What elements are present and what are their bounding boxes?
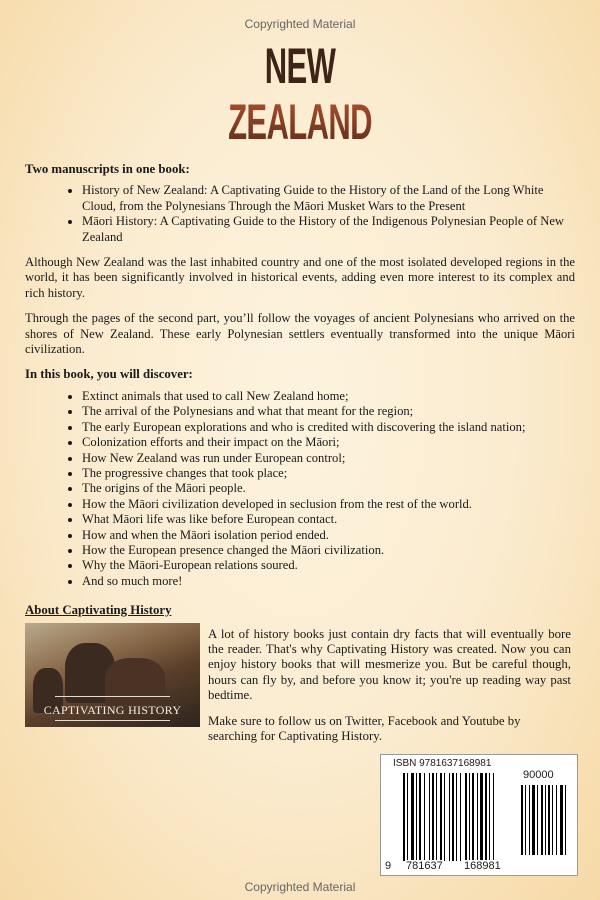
barcode-bar <box>460 773 461 861</box>
about-text <box>208 623 571 755</box>
barcode-bar <box>541 785 543 855</box>
list-item: • The progressive changes that took place; <box>82 466 575 481</box>
list-item: • How the European presence changed the Māori civilization. <box>82 543 575 558</box>
barcode-bar <box>432 773 434 861</box>
list-item: • What Māori life was like before European contact. <box>82 512 575 527</box>
barcode-bar <box>489 773 490 861</box>
about-paragraph: A lot of history books just contain dry facts that will eventually bore the reader. That's why Captivating History was created. Now you can enjoy history books that will mesmerize you. But be careful though, hours can fly by, and before you know it; you're up reading way past bedtime. <box>208 626 571 703</box>
barcode-bar <box>456 773 457 861</box>
barcode-bar <box>532 785 535 855</box>
manuscripts-list <box>25 183 575 245</box>
watermark-bottom: Copyrighted Material <box>244 880 356 894</box>
list-item: • History of New Zealand: A Captivating Guide to the History of the Land of the Long White Cloud, from the Polynesians Through the Māori Musket Wars to the Present <box>82 183 575 214</box>
watermark-top: Copyrighted Material <box>244 17 356 31</box>
book-title <box>0 38 600 150</box>
barcode-bar <box>521 785 523 855</box>
book-title-line1: NEW <box>264 38 336 94</box>
barcode-bar <box>485 773 487 861</box>
barcode-bar <box>560 785 563 855</box>
barcode-bar <box>525 785 526 855</box>
barcode-bar <box>440 773 442 861</box>
list-item: • Why the Māori-European relations soured. <box>82 558 575 573</box>
barcode-bar <box>480 773 483 861</box>
barcode-bar <box>449 773 450 861</box>
barcode-bar <box>407 773 408 861</box>
barcode-bar <box>565 785 566 855</box>
barcode-digits: 168981 <box>464 860 501 872</box>
barcode-bar <box>444 773 445 861</box>
about-heading: About Captivating History <box>25 603 172 618</box>
list-item: • How and when the Māori isolation period ended. <box>82 528 575 543</box>
isbn-label: ISBN 9781637168981 <box>393 758 492 769</box>
isbn-barcode <box>380 754 578 876</box>
manuscripts-heading: Two manuscripts in one book: <box>25 162 190 176</box>
barcode-bar <box>548 785 550 855</box>
barcode-digit: 9 <box>385 860 392 872</box>
list-item: • The early European explorations and who is credited with discovering the island nation; <box>82 420 575 435</box>
barcode-bar <box>416 773 417 861</box>
paragraph: Although New Zealand was the last inhabited country and one of the most isolated developed regions in the world, it has been significantly involved in historical events, adding even more interest to its complex and rich history. <box>25 255 575 300</box>
barcode-bar <box>465 773 467 861</box>
paragraph: Through the pages of the second part, you’ll follow the voyages of ancient Polynesians who arrived on the shores of New Zealand. These early Polynesian settlers eventually transformed into the unique Māori civilization. <box>25 311 575 357</box>
barcode-bar <box>472 773 474 861</box>
barcode-bar <box>469 773 470 861</box>
price-code: 90000 <box>523 769 554 781</box>
list-item: • How New Zealand was run under European control; <box>82 451 575 466</box>
barcode-bar <box>452 773 454 861</box>
about-paragraph: Make sure to follow us on Twitter, Facebook and Youtube by searching for Captivating History. <box>208 713 521 743</box>
list-item: • And so much more! <box>82 574 575 589</box>
list-item: • Māori History: A Captivating Guide to the History of the Indigenous Polynesian People of New Zealand <box>82 214 575 245</box>
publisher-logo-image <box>25 623 200 727</box>
discover-heading: In this book, you will discover: <box>25 367 193 382</box>
barcode-bar <box>411 773 414 861</box>
barcode-bar <box>477 773 478 861</box>
barcode-bar <box>436 773 437 861</box>
list-item: • The origins of the Māori people. <box>82 481 575 496</box>
barcode-bar <box>537 785 538 855</box>
about-section <box>25 623 575 755</box>
barcode-bar <box>552 785 553 855</box>
list-item: • The arrival of the Polynesians and what that meant for the region; <box>82 404 575 419</box>
barcode-bar <box>556 785 557 855</box>
barcode-bar <box>493 773 494 861</box>
barcode-bar <box>545 785 546 855</box>
barcode-bar <box>419 773 421 861</box>
barcode-bar <box>529 785 530 855</box>
discover-list <box>25 389 575 589</box>
description <box>25 162 575 754</box>
list-item: • How the Māori civilization developed in seclusion from the rest of the world. <box>82 497 575 512</box>
list-item: • Extinct animals that used to call New Zealand home; <box>82 389 575 404</box>
barcode-digits: 781637 <box>406 860 443 872</box>
list-item: • Colonization efforts and their impact on the Māori; <box>82 435 575 450</box>
book-title-line2: ZEALAND <box>114 94 486 150</box>
barcode-bar <box>429 773 430 861</box>
barcode-bar <box>424 773 425 861</box>
logo-text: CAPTIVATING HISTORY <box>43 702 182 717</box>
barcode-bar <box>403 773 405 861</box>
